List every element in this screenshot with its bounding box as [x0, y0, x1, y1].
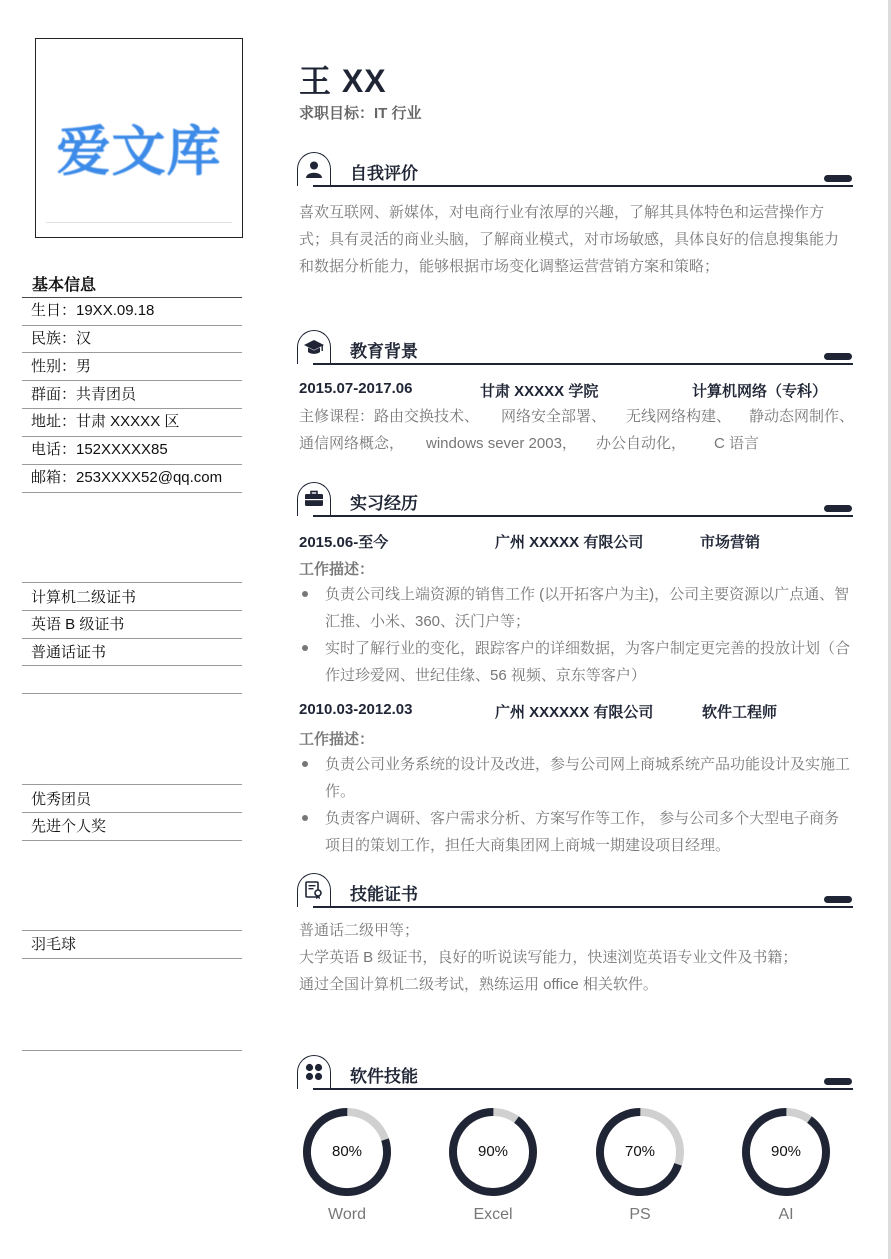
info-political: 群面：共青团员: [31, 386, 137, 403]
honor-item: 优秀团员: [31, 791, 92, 808]
gauge-percent: 80%: [331, 1143, 363, 1160]
section-pill: [824, 896, 852, 903]
course-item: windows sever 2003，: [426, 435, 577, 452]
skill-line: 普通话二级甲等；: [299, 922, 420, 939]
user-icon: [305, 160, 323, 178]
job-date: 2010.03-2012.03: [299, 701, 413, 718]
section-icon-frame: [297, 152, 331, 186]
divider: [22, 693, 242, 694]
section-education: [297, 330, 853, 366]
photo-divider: [46, 222, 232, 223]
job-bullet: [299, 581, 853, 635]
gauge-percent: 70%: [624, 1143, 656, 1160]
bullet-text: 实时了解行业的变化，跟踪客户的详细数据，为客户制定更完善的投放计划（合作过珍爱网、世纪佳缘、56 视频、京东等客户）: [325, 640, 851, 684]
divider: [22, 582, 242, 583]
divider: [22, 840, 242, 841]
section-title: 教育背景: [350, 342, 418, 361]
divider: [22, 784, 242, 785]
self-eval-text: 喜欢互联网、新媒体，对电商行业有浓厚的兴趣，了解其具体特色和运营操作方式；具有灵活的商业头脑，了解商业模式，对市场敏感，具体良好的信息搜集能力和数据分析能力，能够根据市场变化调整运营营销方案和策略；: [299, 204, 840, 275]
section-rule: [313, 363, 853, 365]
bullet-dot: [302, 591, 308, 597]
section-internship: [297, 482, 853, 518]
section-pill: [824, 1078, 852, 1085]
divider: [22, 436, 242, 437]
course-item: 网络安全部署、: [501, 408, 607, 425]
section-title: 实习经历: [350, 494, 418, 513]
skill-gauge-ai: [740, 1106, 832, 1198]
graduation-cap-icon: [304, 338, 324, 356]
info-ethnicity: 民族：汉: [31, 330, 92, 347]
logo-watermark: 爱文库: [56, 120, 222, 183]
basic-info-title: 基本信息: [32, 277, 97, 294]
gauge-label: Word: [328, 1206, 366, 1223]
divider: [22, 464, 242, 465]
course-item: 办公自动化，: [596, 435, 687, 452]
divider: [22, 492, 242, 493]
cert-item: 普通话证书: [31, 644, 107, 661]
divider: [22, 812, 242, 813]
cert-item: 英语 B 级证书: [31, 616, 125, 633]
divider: [22, 930, 242, 931]
honor-item: 先进个人奖: [31, 818, 107, 835]
info-address: 地址：甘肃 XXXXX 区: [31, 413, 180, 430]
section-rule: [313, 515, 853, 517]
section-title: 自我评价: [350, 164, 418, 183]
bullet-text: 负责客户调研、客户需求分析、方案写作等工作， 参与公司多个大型电子商务项目的策划工作，担任大商集团网上商城一期建设项目经理。: [325, 810, 840, 854]
info-email: 邮箱：253XXXX52@qq.com: [31, 469, 223, 486]
job-bullet: [299, 805, 853, 859]
job-company: 广州 XXXXX 有限公司: [495, 534, 644, 551]
edu-date: 2015.07-2017.06: [299, 380, 413, 397]
job-bullet: [299, 751, 853, 805]
divider: [22, 1050, 242, 1051]
section-pill: [824, 353, 852, 360]
section-pill: [824, 175, 852, 182]
section-icon-frame: [297, 482, 331, 516]
skills-cert-list: [299, 917, 853, 998]
certificate-icon: [305, 881, 323, 899]
course-item: 无线网络构建、: [626, 408, 732, 425]
skill-gauge-word: [301, 1106, 393, 1198]
skill-line: 通过全国计算机二级考试，熟练运用 office 相关软件。: [299, 976, 658, 993]
job-role: 市场营销: [700, 534, 761, 551]
job-goal: 求职目标：IT 行业: [299, 105, 422, 122]
section-icon-frame: [297, 873, 331, 907]
divider: [22, 297, 242, 298]
section-title: 软件技能: [350, 1067, 418, 1086]
section-software: [297, 1055, 853, 1091]
gauge-label: PS: [629, 1206, 651, 1223]
section-rule: [313, 906, 853, 908]
section-rule: [313, 185, 853, 187]
skill-gauge-ps: [594, 1106, 686, 1198]
section-rule: [313, 1088, 853, 1090]
section-icon-frame: [297, 330, 331, 364]
candidate-name: 王 XX: [299, 63, 387, 99]
info-gender: 性别：男: [31, 358, 92, 375]
skill-line: 大学英语 B 级证书，良好的听说读写能力，快速浏览英语专业文件及书籍；: [299, 949, 798, 966]
divider: [22, 408, 242, 409]
divider: [22, 958, 242, 959]
course-item: 主修课程：路由交换技术、: [299, 408, 480, 425]
gauge-label: AI: [778, 1206, 794, 1223]
bullet-dot: [302, 761, 308, 767]
divider: [22, 380, 242, 381]
info-birthday: 生日：19XX.09.18: [31, 302, 155, 319]
course-item: 静动态网制作、: [749, 408, 855, 425]
job-bullet: [299, 635, 853, 689]
section-title: 技能证书: [350, 885, 418, 904]
divider: [22, 610, 242, 611]
job-date: 2015.06-至今: [299, 534, 389, 551]
bullet-text: 负责公司业务系统的设计及改进，参与公司网上商城系统产品功能设计及实施工作。: [325, 756, 851, 800]
course-item: 通信网络概念，: [299, 435, 405, 452]
job-role: 软件工程师: [702, 704, 778, 721]
skill-gauge-excel: [447, 1106, 539, 1198]
job-company: 广州 XXXXXX 有限公司: [495, 704, 654, 721]
bullet-dot: [302, 815, 308, 821]
info-phone: 电话：152XXXXX85: [31, 441, 168, 458]
divider: [22, 638, 242, 639]
job-desc-label: 工作描述：: [299, 561, 375, 578]
courses-line-2: [299, 430, 853, 457]
gauge-label: Excel: [473, 1206, 513, 1223]
divider: [22, 352, 242, 353]
briefcase-icon: [305, 490, 323, 508]
job-desc-label: 工作描述：: [299, 731, 375, 748]
gauge-percent: 90%: [477, 1143, 509, 1160]
edu-school: 甘肃 XXXXX 学院: [480, 383, 599, 400]
courses-line-1: [299, 403, 853, 430]
bullet-text: 负责公司线上端资源的销售工作 (以开拓客户为主)，公司主要资源以广点通、智汇推、小米、360、沃门户等；: [325, 586, 850, 630]
apps-icon: [305, 1063, 323, 1081]
hobby-item: 羽毛球: [31, 936, 77, 953]
edu-major: 计算机网络（专科）: [692, 383, 828, 400]
cert-item: 计算机二级证书: [31, 589, 137, 606]
photo-box: [35, 38, 243, 238]
section-self-eval: [297, 152, 853, 188]
section-icon-frame: [297, 1055, 331, 1089]
section-pill: [824, 505, 852, 512]
gauge-percent: 90%: [770, 1143, 802, 1160]
bullet-dot: [302, 645, 308, 651]
course-item: C 语言: [714, 435, 760, 452]
divider: [22, 665, 242, 666]
section-skills-cert: [297, 873, 853, 909]
divider: [22, 325, 242, 326]
